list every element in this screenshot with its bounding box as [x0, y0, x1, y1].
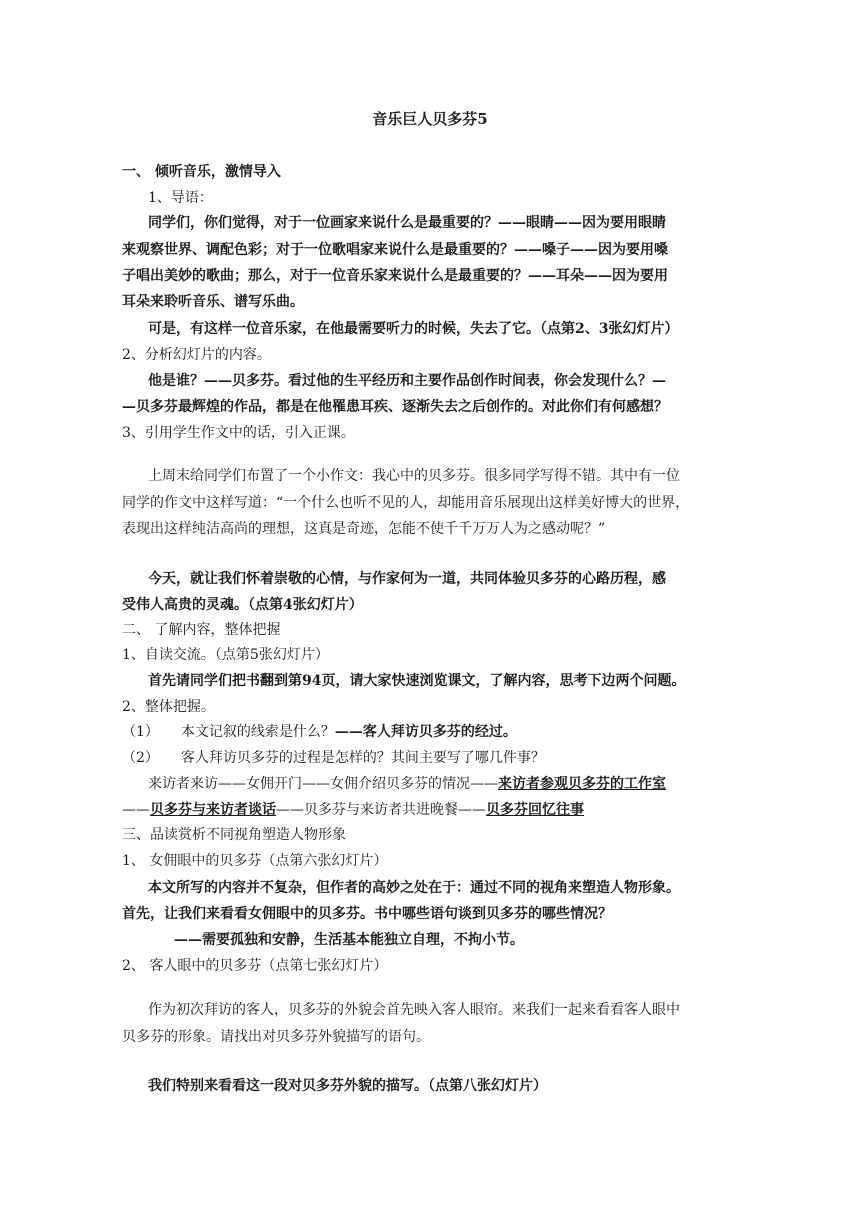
sequence-recollection: 贝多芬回忆往事: [486, 802, 584, 818]
section-1-heading: 一、 倾听音乐，激情导入: [122, 164, 281, 180]
question-1-text: 本文记叙的线索是什么？: [180, 724, 335, 740]
s1-p3-line-2: —贝多芬最辉煌的作品，都是在他罹患耳疾、逐渐失去之后创作的。对此你们有何感想？: [122, 399, 668, 415]
s2-p1: 首先请同学们把书翻到第94页，请大家快速浏览课文，了解内容，思考下边两个问题。: [148, 673, 686, 689]
question-1: [122, 722, 860, 742]
section-3-heading: 三、品读赏析不同视角塑造人物形象: [122, 827, 346, 843]
s1-p5-line-1: 今天，就让我们怀着崇敬的心情，与作家何为一道，共同体验贝多芬的心路历程，感: [148, 571, 666, 587]
s1-p1-line-2: 来观察世界、调配色彩；对于一位歌唱家来说什么是最重要的？——嗓子——因为要用嗓: [122, 242, 668, 258]
sequence-dinner: ——贝多芬与来访者共进晚餐——: [276, 802, 486, 818]
question-2: [122, 748, 860, 768]
s3-p2-line-2: 贝多芬的形象。请找出对贝多芬外貌描写的语句。: [122, 1029, 430, 1045]
s1-p4-line-1: 上周末给同学们布置了一个小作文：我心中的贝多芬。很多同学写得不错。其中有一位: [148, 468, 680, 484]
s3-p1-answer: ——需要孤独和安静，生活基本能独立自理，不拘小节。: [174, 932, 524, 948]
document-title: 音乐巨人贝多芬5: [372, 110, 488, 128]
s1-p2: 可是，有这样一位音乐家，在他最需要听力的时候，失去了它。（点第2、3张幻灯片）: [148, 321, 679, 337]
section-1-item-1: 1、导语：: [148, 190, 213, 206]
sequence-studio-visit: 来访者参观贝多芬的工作室: [498, 776, 666, 792]
section-2-heading: 二、 了解内容，整体把握: [122, 622, 281, 638]
s3-p1-line-2: 首先，让我们来看看女佣眼中的贝多芬。书中哪些语句谈到贝多芬的哪些情况？: [122, 906, 612, 922]
question-2-number: （2）: [122, 750, 159, 766]
visit-sequence-line-1: [148, 774, 860, 794]
s1-p3-line-1: 他是谁？——贝多芬。看过他的生平经历和主要作品创作时间表，你会发现什么？—: [148, 373, 666, 389]
section-2-item-1: 1、自读交流。（点第5张幻灯片）: [122, 647, 329, 663]
s1-p4-line-3: 表现出这样纯洁高尚的理想，这真是奇迹，怎能不使千千万万人为之感动呢？”: [122, 521, 606, 537]
s3-p3: 我们特别来看看这一段对贝多芬外貌的描写。（点第八张幻灯片）: [148, 1078, 547, 1094]
s1-p4-line-2: 同学的作文中这样写道：“一个什么也听不见的人，却能用音乐展现出这样美好博大的世界，: [122, 495, 690, 511]
s3-p1-line-1: 本文所写的内容并不复杂，但作者的高妙之处在于：通过不同的视角来塑造人物形象。: [148, 880, 680, 896]
section-1-item-3: 3、引用学生作文中的话，引入正课。: [122, 425, 355, 441]
sequence-part-1: 来访者来访——女佣开门——女佣介绍贝多芬的情况——: [148, 776, 498, 792]
question-1-answer: ——客人拜访贝多芬的经过。: [334, 724, 517, 740]
visit-sequence-line-2: [122, 800, 860, 820]
section-1-item-2: 2、分析幻灯片的内容。: [122, 347, 271, 363]
s3-p2-line-1: 作为初次拜访的客人，贝多芬的外貌会首先映入客人眼帘。来我们一起来看看客人眼中: [148, 1002, 680, 1018]
question-2-text: 客人拜访贝多芬的过程是怎样的？其间主要写了哪几件事？: [180, 750, 545, 766]
sequence-conversation: 贝多芬与来访者谈话: [150, 802, 276, 818]
s1-p1-line-1: 同学们，你们觉得，对于一位画家来说什么是最重要的？——眼睛——因为要用眼睛: [148, 215, 666, 231]
s1-p1-line-4: 耳朵来聆听音乐、谱写乐曲。: [122, 294, 304, 310]
section-3-item-2: 2、 客人眼中的贝多芬（点第七张幻灯片）: [122, 958, 388, 974]
sequence-dash: ——: [122, 802, 150, 818]
question-1-number: （1）: [122, 724, 159, 740]
s1-p1-line-3: 子唱出美妙的歌曲；那么，对于一位音乐家来说什么是最重要的？——耳朵——因为要用: [122, 268, 668, 284]
s1-p5-line-2: 受伟人高贵的灵魂。（点第4张幻灯片）: [122, 597, 363, 613]
section-2-item-2: 2、整体把握。: [122, 699, 215, 715]
section-3-item-1: 1、 女佣眼中的贝多芬（点第六张幻灯片）: [122, 853, 388, 869]
